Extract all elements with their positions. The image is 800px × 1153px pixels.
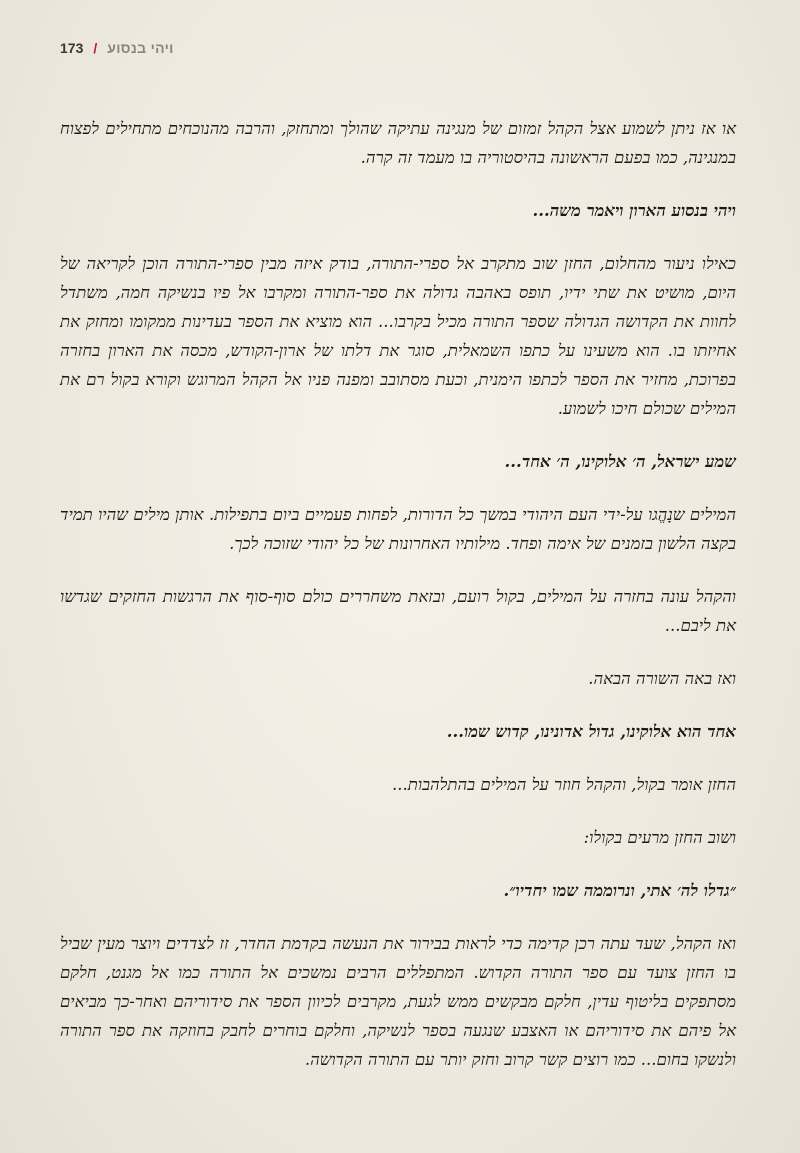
paragraph-2: כאילו ניעור מהחלום, החזן שוב מתקרב אל ספרי-התורה, בודק איזה מבין ספרי-התורה הוכן לקריאה של היום, מושיט את שתי ידיו, תופס באהבה גדולה את ספר-התורה ומקרבו אל פיו בנשיקה חמה, משתדל לחוות את הקדושה הגדולה שספר התורה מכיל בקרבו... הוא מוציא את הספר בעדינות ממקומו ומחזק את אחיזתו בו. הוא משעינו על כתפו השמאלית, סוגר את דלתו של ארון-הקודש, מכסה את הארון בחזרה בפרוכת, מחזיר את הספר לכתפו הימנית, וכעת מסתובב ומפנה פניו אל הקהל המרוגש וקורא בקול רם את המילים שכולם חיכו לשמוע.: [60, 254, 736, 418]
paragraph-5: ואז באה השורה הבאה.: [588, 669, 736, 688]
paragraph-4: והקהל עונה בחזרה על המילים, בקול רועם, ובזאת משחררים כולם סוף-סוף את הרגשות החזקים שגדשו את ליבם...: [60, 587, 736, 635]
paragraph-3: המילים שנָהֱגו על-ידי העם היהודי במשך כל הדורות, לפחות פעמיים ביום בתפילות. אותן מילים שהיו תמיד בקצה הלשון בזמנים של אימה ופחד. מילותיו האחרונות של כל יהודי שזוכה לכך.: [60, 505, 737, 553]
header-separator: /: [93, 40, 98, 56]
verse-gadlu: ״גדלו לה׳ אתי, ונרוממה שמו יחדיו״.: [503, 881, 736, 900]
verse-shema: שמע ישראל, ה׳ אלוקינו, ה׳ אחד...: [504, 452, 736, 471]
paragraph-8: ואז הקהל, שעד עתה רכן קדימה כדי לראות בבירור את הנעשה בקדמת החדר, זז לצדדים ויוצר מעין שביל בו החזן צועד עם ספר התורה הקדוש. המתפללים הרבים נמשכים אל התורה כמו אל מגנט, חלקם מסתפקים בליטוף עדין, חלקם מבקשים ממש לגעת, מקרבים לכיוון הספר את סידוריהם ואחר-כך מביאים אל פיהם את סידוריהם או האצבע שנגעה בספר לנשיקה, וחלקם בוחרים לחבק בחוזקה את ספר התורה ולנשקו בחום... כמו רוצים קשר קרוב וחזק יותר עם התורה הקדושה.: [60, 934, 736, 1069]
page-body: [60, 114, 736, 1098]
paragraph-1: או אז ניתן לשמוע אצל הקהל זמזום של מנגינה עתיקה שהולך ומתחזק, והרבה מהנוכחים מתחילים לפצוח במנגינה, כמו בפעם הראשונה בהיסטוריה בו מעמד זה קרה.: [60, 119, 736, 167]
running-title: ויהי בנסוע: [107, 40, 174, 56]
verse-vayehi: ויהי בנסוע הארון ויאמר משה...: [532, 201, 736, 220]
paragraph-6: החזן אומר בקול, והקהל חוזר על המילים בהתלהבות...: [392, 775, 736, 794]
verse-echad: אחד הוא אלוקינו, גדול אדונינו, קדוש שמו...: [446, 722, 736, 741]
paragraph-7: ושוב החזן מרעים בקולו:: [583, 828, 736, 847]
page-number: 173: [60, 40, 84, 56]
page-header: [60, 36, 740, 60]
